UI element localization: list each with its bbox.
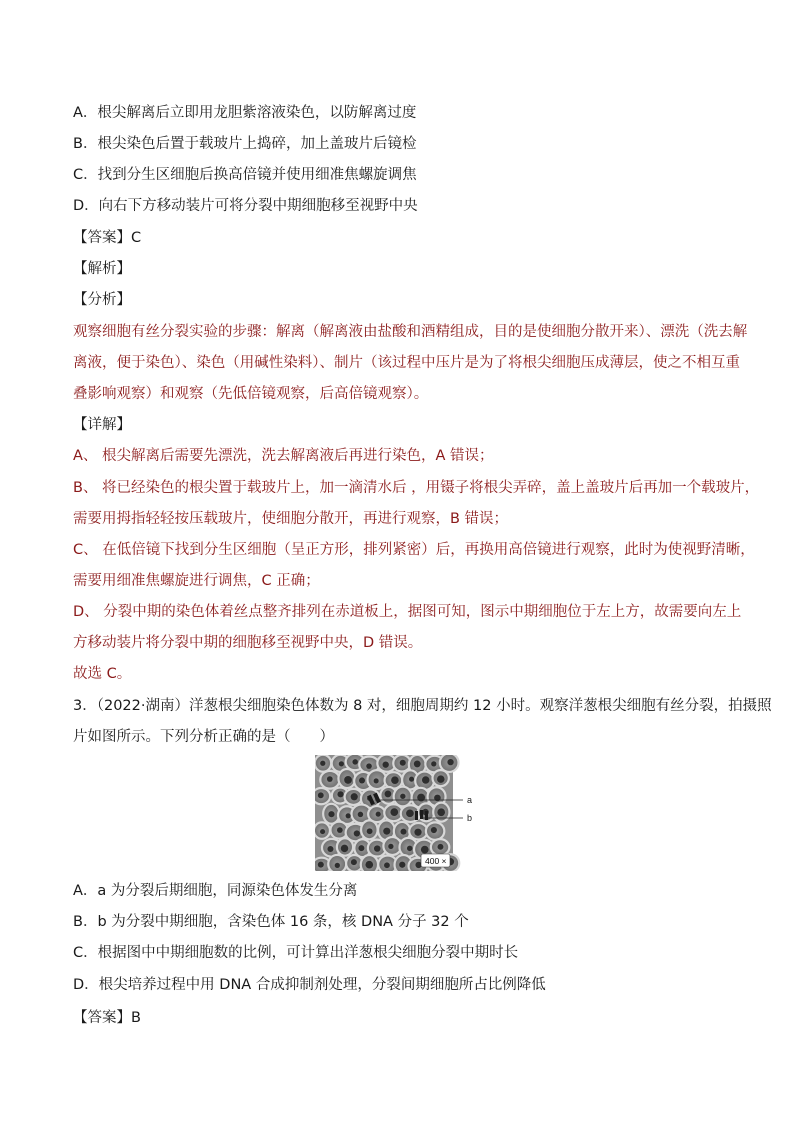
cell-nucleus	[318, 862, 324, 868]
cell-nucleus	[385, 791, 392, 798]
label-a: a	[467, 795, 473, 805]
cell-nucleus	[422, 776, 429, 783]
cell-nucleus	[351, 793, 358, 800]
detail-tag: 【详解】	[73, 417, 131, 433]
q3-option-a: A．a 为分裂后期细胞，同源染色体发生分离	[73, 883, 358, 899]
cell-nucleus	[383, 761, 389, 767]
cell-nucleus	[384, 862, 390, 868]
jiexi-tag: 【解析】	[73, 261, 131, 277]
q2-answer	[73, 228, 141, 248]
cell-nucleus	[337, 791, 343, 797]
cell-nucleus	[447, 759, 453, 765]
analysis-line-2: 离液，便于染色）、染色（用碱性染料）、制片（该过程中压片是为了将根尖细胞压成薄层，使之不相互重	[73, 355, 740, 371]
cell-nucleus	[414, 829, 421, 836]
cell-nucleus	[344, 776, 352, 784]
detail-line-c2: 需要用细准焦螺旋进行调焦，C 正确；	[73, 573, 320, 589]
q3-stem-line-1: 3．（2022·湖南）洋葱根尖细胞染色体数为 8 对，细胞周期约 12 小时。观察洋葱根尖细胞有丝分裂，拍摄照	[73, 698, 772, 714]
cell-nucleus	[328, 811, 334, 817]
cell-nucleus	[421, 846, 429, 854]
cell-nucleus	[366, 763, 372, 769]
detail-line-a: A、 根尖解离后需要先漂洗，洗去解离液后再进行染色，A 错误；	[73, 448, 494, 464]
cell-nucleus	[376, 812, 381, 817]
cell-nucleus	[388, 844, 393, 849]
magnification-text: 400 ×	[425, 856, 447, 866]
q2-option-b: B．根尖染色后置于载玻片上捣碎，加上盖玻片后镜检	[73, 136, 417, 152]
cell-nucleus	[414, 761, 421, 768]
cell-nucleus	[337, 827, 343, 833]
q3-option-d: D．根尖培养过程中用 DNA 合成抑制剂处理，分裂间期细胞所占比例降低	[73, 977, 546, 993]
detail-line-d2: 方移动装片将分裂中期的细胞移至视野中央，D 错误。	[73, 635, 423, 651]
cell-nucleus	[437, 808, 445, 816]
analysis-line-1: 观察细胞有丝分裂实验的步骤：解离（解离液由盐酸和酒精组成，目的是使细胞分散开来）、漂洗（洗去解	[73, 324, 748, 340]
cell-nucleus	[335, 863, 340, 868]
cell-nucleus	[365, 861, 373, 869]
cell-nucleus	[437, 775, 445, 783]
cell-nucleus	[431, 827, 437, 833]
cell-nucleus	[351, 859, 357, 865]
cell-nucleus	[400, 829, 406, 835]
cell-nucleus	[431, 761, 436, 766]
answer-value: C	[131, 230, 142, 246]
cell-nucleus	[407, 846, 413, 852]
detail-line-b1: B、 将已经染色的根尖置于载玻片上，加一滴清水后 ，用镊子将根尖弄碎，盖上盖玻片后再加一个载玻片，	[73, 480, 760, 496]
cell-nucleus	[320, 761, 325, 766]
q3-answer	[73, 1008, 141, 1028]
cell-nucleus	[400, 794, 405, 799]
cell-nucleus	[320, 829, 325, 834]
answer-tag: 【答案】	[73, 230, 131, 246]
cell-nucleus	[327, 846, 333, 852]
analysis-line-3: 叠影响观察）和观察（先低倍镜观察，后高倍镜观察）。	[73, 386, 429, 402]
micrograph-figure	[315, 755, 485, 871]
detail-line-b2: 需要用拇指轻轻按压载玻片，使细胞分散开，再进行观察，B 错误；	[73, 511, 509, 527]
detail-line-c1: C、 在低倍镜下找到分生区细胞（呈正方形，排列紧密）后，再换用高倍镜进行观察，此时为使视野清晰，	[73, 542, 755, 558]
cell-nucleus	[391, 776, 399, 784]
cell-nucleus	[374, 778, 379, 783]
cell-nucleus	[383, 828, 390, 835]
q3-option-c: C．根据图中中期细胞数的比例，可计算出洋葱根尖细胞分裂中期时长	[73, 945, 519, 961]
cell-nucleus	[352, 759, 358, 765]
cell-nucleus	[367, 828, 373, 834]
cell-nucleus	[358, 812, 364, 818]
detail-line-d1: D、 分裂中期的染色体着丝点整齐排列在赤道板上，据图可知，图示中期细胞位于左上方，故需要向左上	[73, 604, 742, 620]
q3-stem-line-2: 片如图所示。下列分析正确的是（ ）	[73, 729, 334, 745]
label-b: b	[467, 813, 473, 823]
q2-option-a: A．根尖解离后立即用龙胆紫溶液染色，以防解离过度	[73, 105, 417, 121]
cell-nucleus	[359, 777, 365, 783]
micrograph-image	[315, 755, 485, 871]
cell-nucleus	[341, 845, 348, 852]
cell-nucleus	[358, 845, 364, 851]
q2-option-d: D．向右下方移动装片可将分裂中期细胞移至视野中央	[73, 198, 418, 214]
answer-value: B	[131, 1010, 141, 1026]
cell-nucleus	[374, 845, 380, 851]
cell-nucleus	[318, 792, 324, 798]
cell-nucleus	[346, 813, 351, 818]
cell-nucleus	[354, 830, 360, 836]
cell-nucleus	[438, 844, 444, 850]
answer-tag: 【答案】	[73, 1010, 131, 1026]
cell-nucleus	[327, 776, 333, 782]
cell-nucleus	[390, 808, 398, 816]
q2-option-c: C．找到分生区细胞后换高倍镜并使用细准焦螺旋调焦	[73, 167, 417, 183]
cell-nucleus	[406, 809, 414, 817]
fenxi-tag: 【分析】	[73, 292, 131, 308]
q3-option-b: B．b 为分裂中期细胞，含染色体 16 条，核 DNA 分子 32 个	[73, 914, 469, 930]
cell-nucleus	[400, 760, 406, 766]
cell-nucleus	[409, 777, 414, 782]
conclusion-line: 故选 C。	[73, 666, 132, 682]
cell-nucleus	[339, 761, 344, 766]
cell-nucleus	[399, 862, 405, 868]
